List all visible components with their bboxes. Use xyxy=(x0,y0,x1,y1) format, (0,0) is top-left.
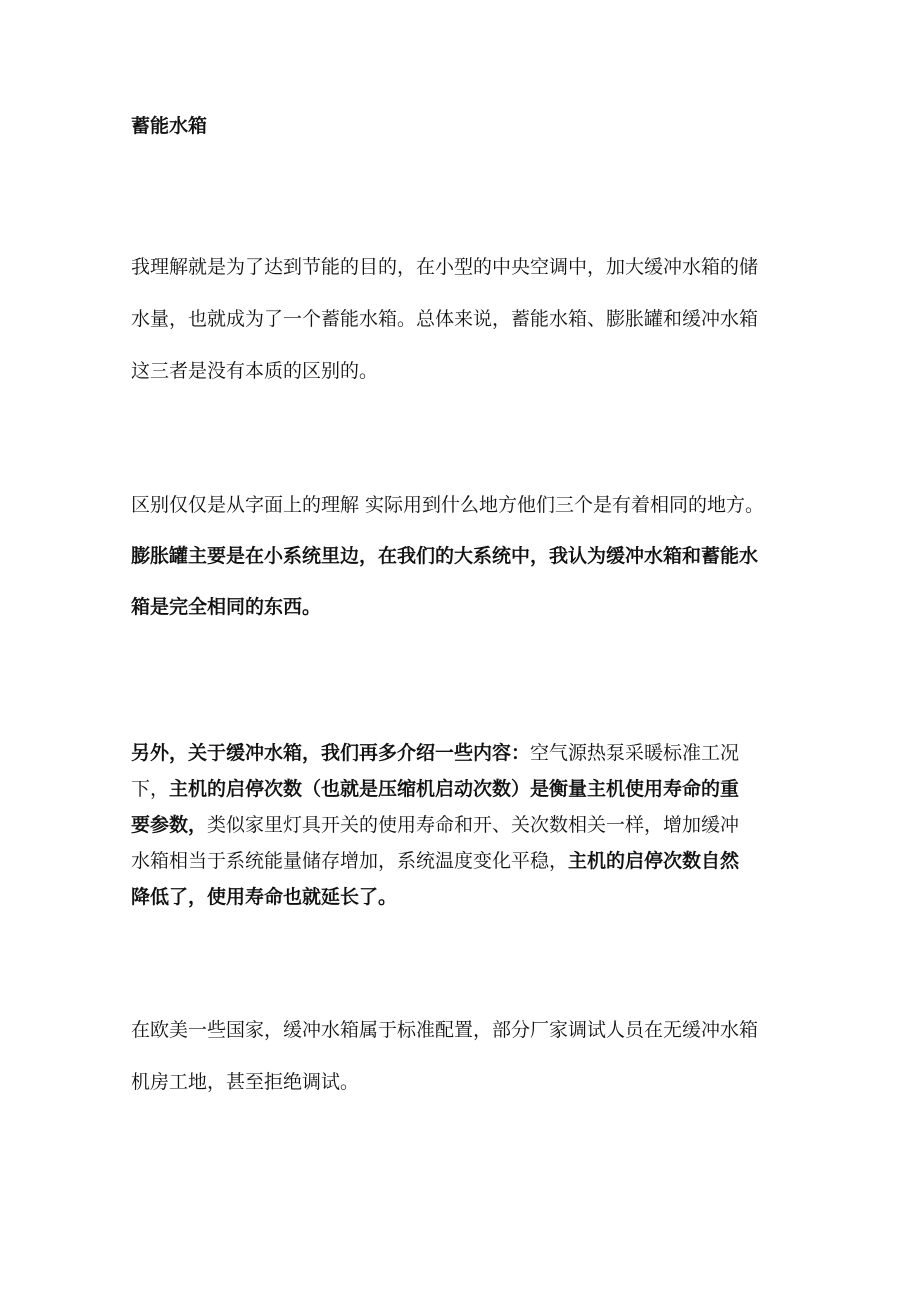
text-line xyxy=(131,775,739,803)
text-line: 区别仅仅是从字面上的理解 实际用到什么地方他们三个是有着相同的地方。 xyxy=(131,494,765,516)
normal-text: 水箱相当于系统能量储存增加，系统温度变化平稳， xyxy=(131,850,569,872)
page-title: 蓄能水箱 xyxy=(131,115,208,137)
bold-text: 主机的启停次数（也就是压缩机启动次数）是衡量主机使用寿命的重 xyxy=(169,778,740,800)
text-line xyxy=(131,739,739,767)
text-line: 我理解就是为了达到节能的目的，在小型的中央空调中，加大缓冲水箱的储 xyxy=(131,256,759,278)
text-line: 机房工地，甚至拒绝调试。 xyxy=(131,1071,360,1093)
bold-text: 主机的启停次数自然 xyxy=(568,850,740,872)
bold-text: 要参数， xyxy=(131,814,208,836)
text-line: 在欧美一些国家，缓冲水箱属于标准配置，部分厂家调试人员在无缓冲水箱 xyxy=(131,1019,759,1041)
normal-text: 下， xyxy=(131,778,170,800)
text-line xyxy=(131,847,739,875)
normal-text: 类似家里灯具开关的使用寿命和开、关次数相关一样，增加缓冲 xyxy=(207,814,740,836)
text-line: 水量，也就成为了一个蓄能水箱。总体来说，蓄能水箱、膨胀罐和缓冲水箱 xyxy=(131,308,759,330)
bold-text: 另外，关于缓冲水箱，我们再多介绍一些内容： xyxy=(131,742,531,764)
paragraph-definition xyxy=(131,253,758,409)
bold-text-line: 膨胀罐主要是在小系统里边，在我们的大系统中，我认为缓冲水箱和蓄能水 xyxy=(131,545,759,567)
bold-text-line: 箱是完全相同的东西。 xyxy=(131,596,322,618)
paragraph-buffer-tank-details xyxy=(131,739,739,919)
bold-text-line: 降低了，使用寿命也就延长了。 xyxy=(131,886,398,908)
paragraph-europe-america xyxy=(131,1016,758,1120)
text-line xyxy=(131,811,739,839)
text-line: 这三者是没有本质的区别的。 xyxy=(131,360,379,382)
normal-text: 空气源热泵采暖标准工况 xyxy=(530,742,740,764)
paragraph-difference xyxy=(131,491,764,644)
